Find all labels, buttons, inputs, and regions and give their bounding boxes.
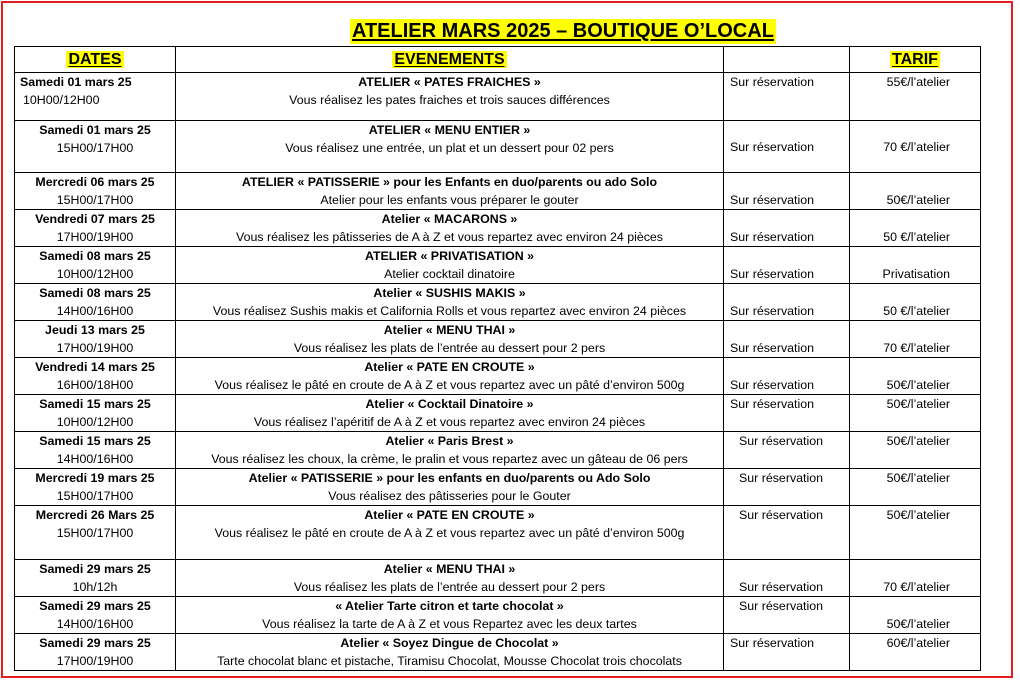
date-cell xyxy=(15,121,176,173)
date-time: 10h/12h xyxy=(72,580,118,594)
price-cell: 50€/l’atelier xyxy=(850,597,981,634)
event-cell xyxy=(176,597,724,634)
reservation-cell: Sur réservation xyxy=(724,173,850,210)
event-cell xyxy=(176,358,724,395)
price-cell: 50 €/l’atelier xyxy=(850,284,981,321)
table-row xyxy=(15,73,981,121)
table-row xyxy=(15,173,981,210)
header-reservation xyxy=(724,47,850,73)
event-name: Atelier « PATE EN CROUTE » xyxy=(364,508,535,522)
reservation-cell: Sur réservation xyxy=(724,469,850,506)
event-description: Vous réalisez une entrée, un plat et un dessert pour 02 pers xyxy=(285,141,614,155)
table-row xyxy=(15,358,981,395)
event-description: Vous réalisez l’apéritif de A à Z et vous repartez avec environ 24 pièces xyxy=(253,415,646,429)
price-cell: 50€/l’atelier xyxy=(850,395,981,432)
event-name: Atelier « MENU THAI » xyxy=(383,323,516,337)
event-cell xyxy=(176,560,724,597)
table-row xyxy=(15,210,981,247)
date-time: 17H00/19H00 xyxy=(56,341,134,355)
price-cell: 50€/l’atelier xyxy=(850,358,981,395)
reservation-cell: Sur réservation xyxy=(724,432,850,469)
event-cell xyxy=(176,321,724,358)
header-tarif: TARIF xyxy=(850,47,981,73)
price-cell: 50€/l’atelier xyxy=(850,173,981,210)
table-row xyxy=(15,506,981,560)
date-day: Samedi 01 mars 25 xyxy=(20,75,132,89)
price-cell: 70 €/l’atelier xyxy=(850,121,981,173)
date-cell xyxy=(15,284,176,321)
header-events: EVENEMENTS xyxy=(176,47,724,73)
reservation-cell: Sur réservation xyxy=(724,506,850,560)
event-description: Atelier pour les enfants vous préparer le gouter xyxy=(320,193,579,207)
reservation-cell: Sur réservation xyxy=(724,284,850,321)
event-name: Atelier « Cocktail Dinatoire » xyxy=(365,397,534,411)
table-row xyxy=(15,121,981,173)
table-row xyxy=(15,469,981,506)
event-cell xyxy=(176,173,724,210)
event-cell xyxy=(176,634,724,671)
price-cell: 70 €/l’atelier xyxy=(850,560,981,597)
table-row xyxy=(15,432,981,469)
table-row xyxy=(15,321,981,358)
reservation-cell: Sur réservation xyxy=(724,247,850,284)
date-time: 10H00/12H00 xyxy=(56,267,134,281)
price-cell: 50€/l’atelier xyxy=(850,506,981,560)
event-cell xyxy=(176,210,724,247)
price-cell: 55€/l’atelier xyxy=(850,73,981,121)
price-cell: 50 €/l’atelier xyxy=(850,210,981,247)
event-description: Vous réalisez la tarte de A à Z et vous Repartez avec les deux tartes xyxy=(262,617,637,631)
date-day: Vendredi 07 mars 25 xyxy=(35,212,155,226)
price-cell: Privatisation xyxy=(850,247,981,284)
date-cell xyxy=(15,358,176,395)
event-description: Vous réalisez Sushis makis et California Rolls et vous repartez avec environ 24 pièces xyxy=(212,304,687,318)
reservation-cell: Sur réservation xyxy=(724,321,850,358)
reservation-cell: Sur réservation xyxy=(724,560,850,597)
event-name: Atelier « Paris Brest » xyxy=(385,434,514,448)
date-day: Mercredi 06 mars 25 xyxy=(35,175,155,189)
reservation-cell: Sur réservation xyxy=(724,210,850,247)
header-row xyxy=(15,47,981,73)
table-row xyxy=(15,597,981,634)
reservation-cell: Sur réservation xyxy=(724,121,850,173)
date-cell xyxy=(15,432,176,469)
date-cell xyxy=(15,560,176,597)
date-time: 14H00/16H00 xyxy=(56,617,134,631)
event-name: Atelier « SUSHIS MAKIS » xyxy=(373,286,526,300)
date-cell xyxy=(15,469,176,506)
date-time: 17H00/19H00 xyxy=(56,654,134,668)
date-cell xyxy=(15,321,176,358)
event-name: ATELIER « PRIVATISATION » xyxy=(364,249,535,263)
table-row xyxy=(15,560,981,597)
date-cell xyxy=(15,210,176,247)
date-day: Samedi 08 mars 25 xyxy=(39,249,151,263)
date-day: Jeudi 13 mars 25 xyxy=(45,323,145,337)
table-row xyxy=(15,395,981,432)
page-title: ATELIER MARS 2025 – BOUTIQUE O’LOCAL xyxy=(352,20,774,42)
event-description: Tarte chocolat blanc et pistache, Tiramisu Chocolat, Mousse Chocolat trois chocolats xyxy=(217,654,682,668)
date-cell xyxy=(15,506,176,560)
event-cell xyxy=(176,395,724,432)
price-cell: 60€/l’atelier xyxy=(850,634,981,671)
reservation-cell: Sur réservation xyxy=(724,597,850,634)
date-cell xyxy=(15,173,176,210)
reservation-cell: Sur réservation xyxy=(724,395,850,432)
date-cell xyxy=(15,597,176,634)
event-description: Vous réalisez les pates fraiches et trois sauces différences xyxy=(289,93,610,107)
schedule-table xyxy=(14,46,981,671)
price-cell: 70 €/l’atelier xyxy=(850,321,981,358)
date-day: Mercredi 26 Mars 25 xyxy=(35,508,155,522)
event-cell xyxy=(176,73,724,121)
date-cell xyxy=(15,395,176,432)
date-time: 15H00/17H00 xyxy=(56,193,134,207)
event-cell xyxy=(176,432,724,469)
date-time: 14H00/16H00 xyxy=(56,452,134,466)
reservation-cell: Sur réservation xyxy=(724,358,850,395)
date-day: Mercredi 19 mars 25 xyxy=(35,471,155,485)
event-name: ATELIER « MENU ENTIER » xyxy=(368,123,531,137)
price-cell: 50€/l’atelier xyxy=(850,432,981,469)
event-cell xyxy=(176,469,724,506)
date-time: 10H00/12H00 xyxy=(56,415,134,429)
event-description: Atelier cocktail dinatoire xyxy=(384,267,515,281)
table-row xyxy=(15,634,981,671)
event-description: Vous réalisez les plats de l’entrée au dessert pour 2 pers xyxy=(293,580,606,594)
date-time: 17H00/19H00 xyxy=(56,230,134,244)
header-dates: DATES xyxy=(15,47,176,73)
date-day: Samedi 29 mars 25 xyxy=(39,599,151,613)
date-day: Vendredi 14 mars 25 xyxy=(35,360,155,374)
event-name: ATELIER « PATISSERIE » pour les Enfants en duo/parents ou ado Solo xyxy=(241,175,658,189)
date-day: Samedi 15 mars 25 xyxy=(39,397,151,411)
reservation-cell: Sur réservation xyxy=(724,73,850,121)
table-row xyxy=(15,247,981,284)
event-description: Vous réalisez les pâtisseries de A à Z et vous repartez avec environ 24 pièces xyxy=(235,230,664,244)
date-cell xyxy=(15,247,176,284)
event-name: Atelier « Soyez Dingue de Chocolat » xyxy=(340,636,559,650)
date-time: 16H00/18H00 xyxy=(56,378,134,392)
date-day: Samedi 29 mars 25 xyxy=(39,562,151,576)
event-description: Vous réalisez le pâté en croute de A à Z et vous repartez avec un pâté d’environ 500g xyxy=(214,526,685,540)
date-day: Samedi 29 mars 25 xyxy=(39,636,151,650)
date-time: 15H00/17H00 xyxy=(56,526,134,540)
event-name: Atelier « PATE EN CROUTE » xyxy=(364,360,535,374)
event-cell xyxy=(176,506,724,560)
event-name: « Atelier Tarte citron et tarte chocolat » xyxy=(335,599,564,613)
table-row xyxy=(15,284,981,321)
event-description: Vous réalisez le pâté en croute de A à Z et vous repartez avec un pâté d’environ 500g xyxy=(214,378,685,392)
date-day: Samedi 01 mars 25 xyxy=(39,123,151,137)
price-cell: 50€/l’atelier xyxy=(850,469,981,506)
date-time: 15H00/17H00 xyxy=(56,141,134,155)
event-name: Atelier « MACARONS » xyxy=(381,212,518,226)
date-cell xyxy=(15,73,176,121)
reservation-cell: Sur réservation xyxy=(724,634,850,671)
event-name: ATELIER « PATES FRAICHES » xyxy=(358,75,541,89)
date-cell xyxy=(15,634,176,671)
event-cell xyxy=(176,121,724,173)
event-description: Vous réalisez des pâtisseries pour le Gouter xyxy=(328,489,571,503)
event-description: Vous réalisez les plats de l’entrée au dessert pour 2 pers xyxy=(293,341,606,355)
event-description: Vous réalisez les choux, la crème, le pralin et vous repartez avec un gâteau de 06 pers xyxy=(211,452,688,466)
event-cell xyxy=(176,247,724,284)
event-name: Atelier « MENU THAI » xyxy=(383,562,516,576)
date-time: 14H00/16H00 xyxy=(56,304,134,318)
date-day: Samedi 08 mars 25 xyxy=(39,286,151,300)
date-day: Samedi 15 mars 25 xyxy=(39,434,151,448)
date-time: 15H00/17H00 xyxy=(56,489,134,503)
date-time: 10H00/12H00 xyxy=(23,93,100,107)
event-cell xyxy=(176,284,724,321)
event-name: Atelier « PATISSERIE » pour les enfants en duo/parents ou Ado Solo xyxy=(248,471,651,485)
